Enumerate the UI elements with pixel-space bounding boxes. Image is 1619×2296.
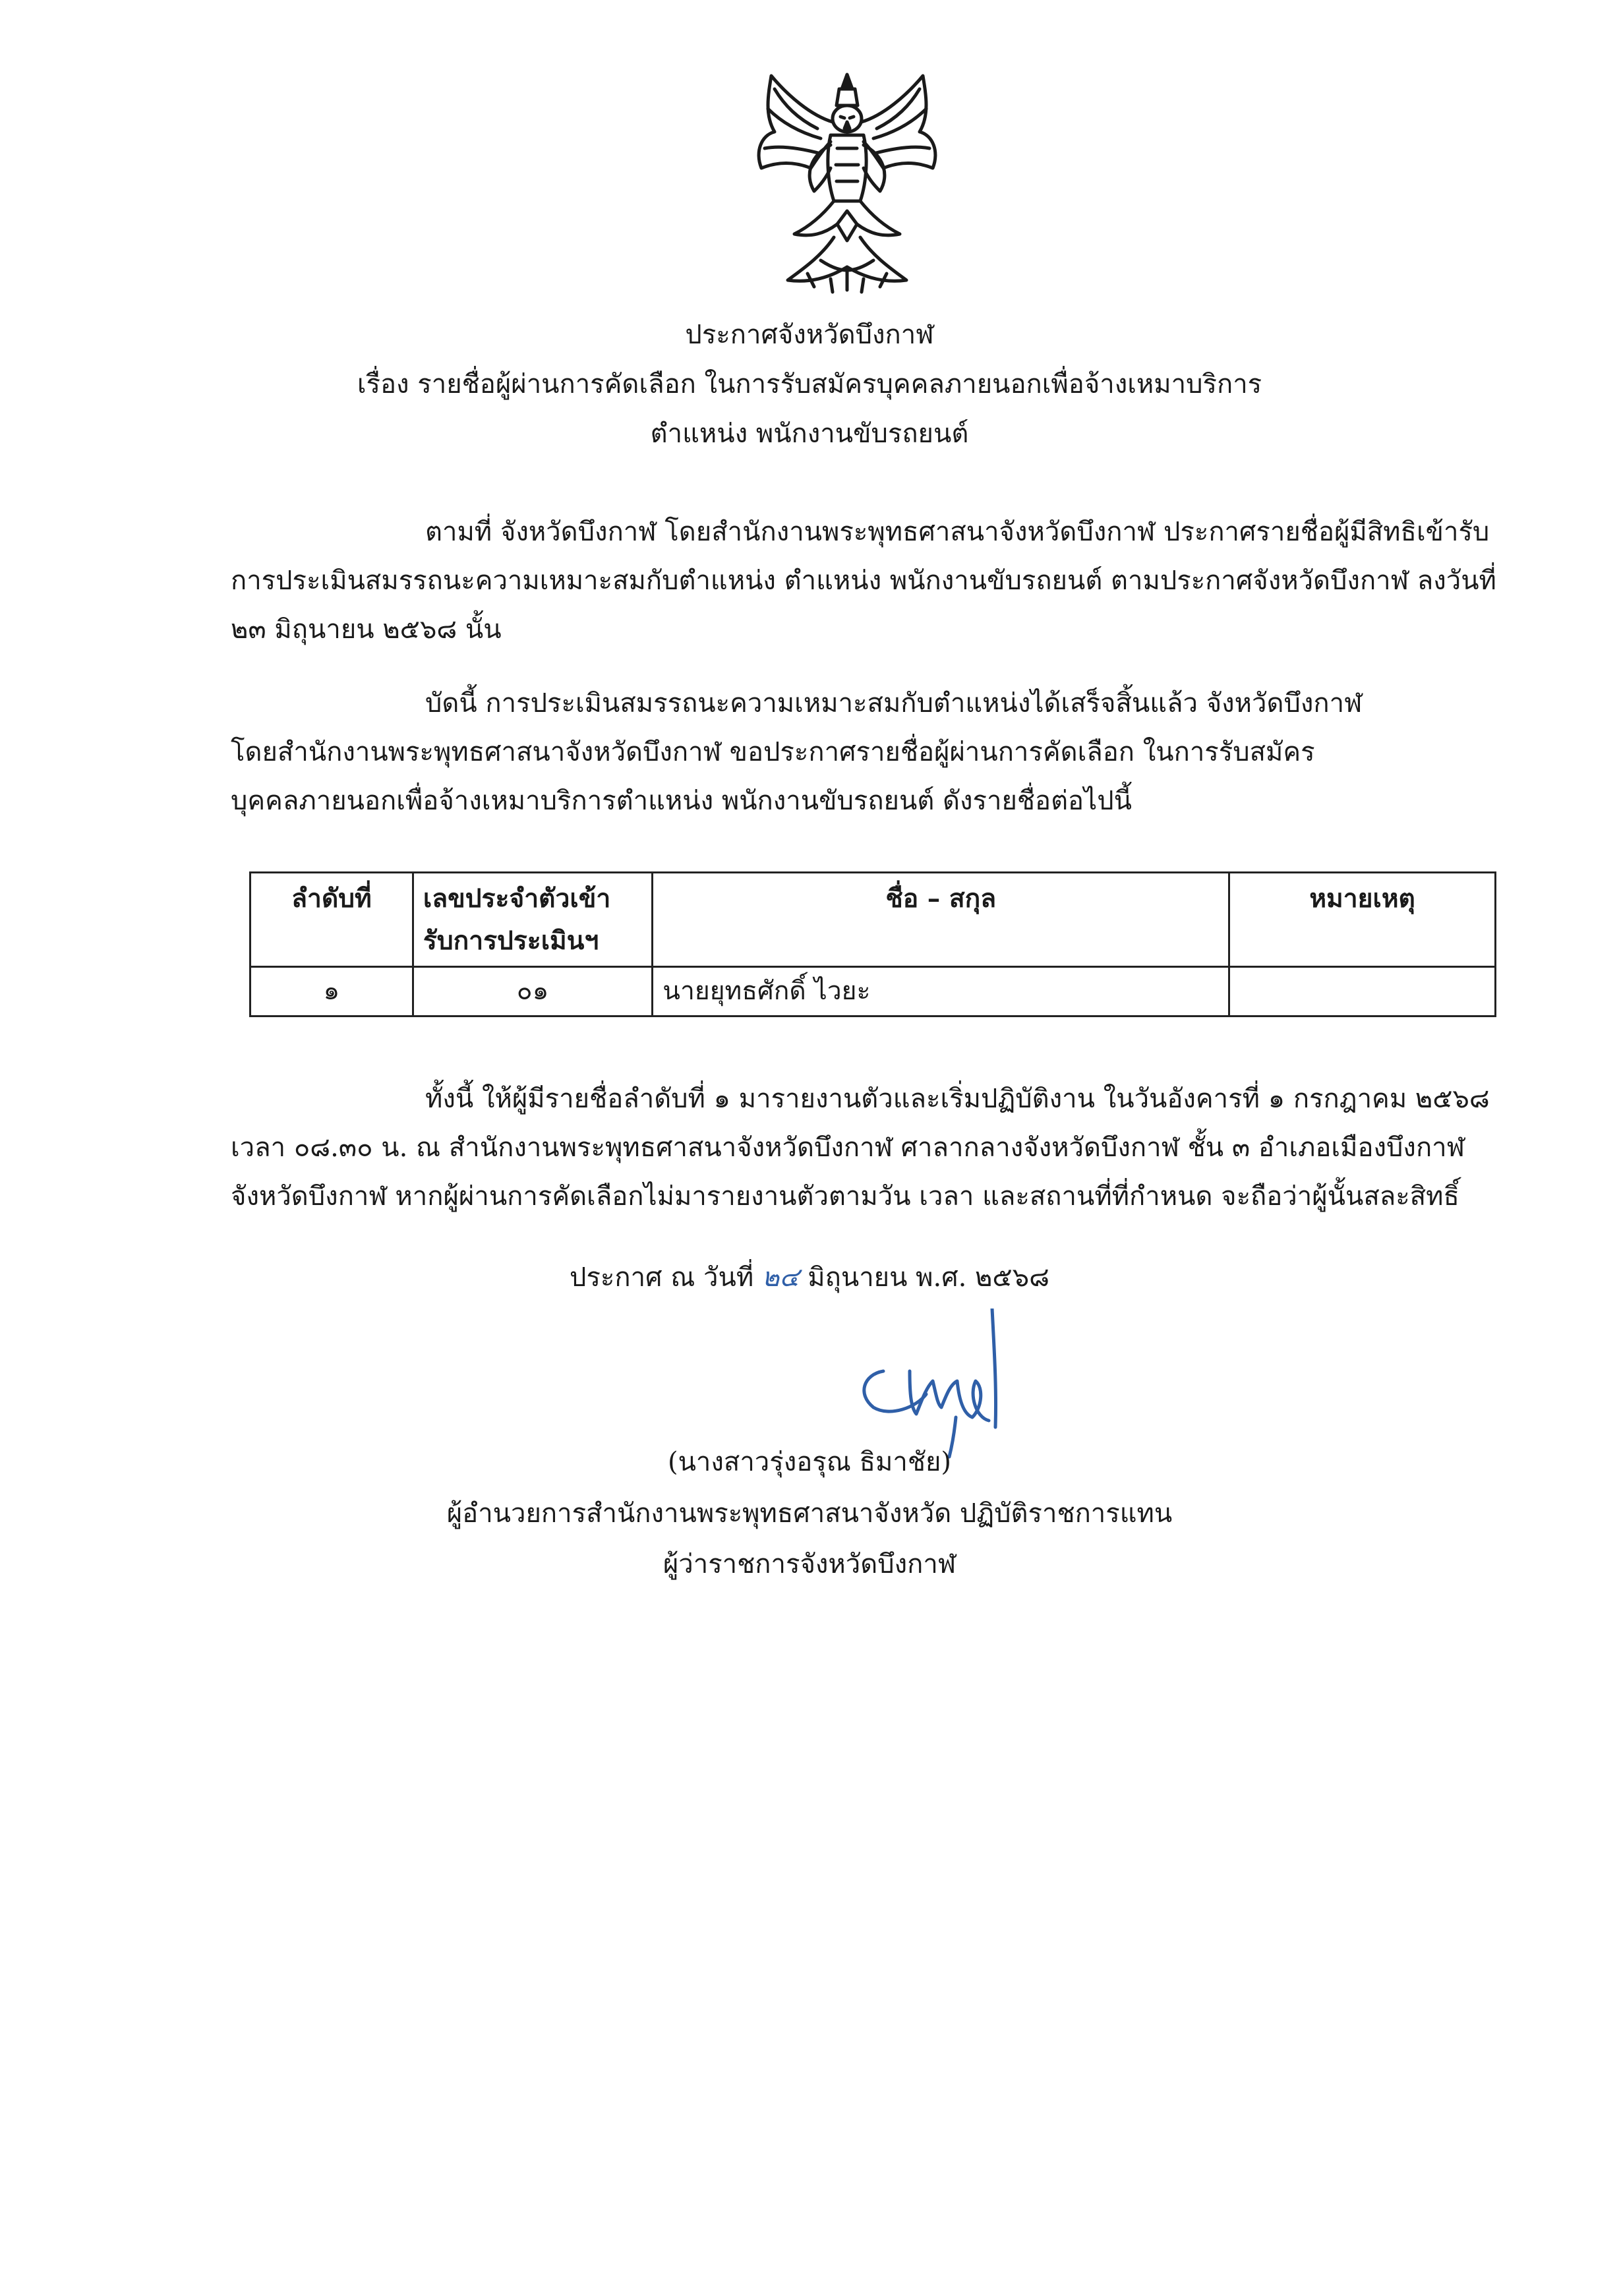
paragraph-line: ตามที่ จังหวัดบึงกาฬ โดยสำนักงานพระพุทธศาสนาจังหวัดบึงกาฬ ประกาศรายชื่อผู้มีสิทธิเข้ารับ <box>425 517 1490 547</box>
header-remark: หมายเหตุ <box>1229 873 1496 967</box>
signer-title: ผู้อำนวยการสำนักงานพระพุทธศาสนาจังหวัด ปฏิบัติราชการแทน <box>446 1498 1173 1529</box>
paragraph-2 <box>231 679 1483 825</box>
result-table <box>249 871 1496 1017</box>
paragraph-line: บัดนี้ การประเมินสมรรถนะความเหมาะสมกับตำแหน่งได้เสร็จสิ้นแล้ว จังหวัดบึงกาฬ <box>425 688 1363 719</box>
header-id-line2: รับการประเมินฯ <box>423 926 599 956</box>
announce-prefix: ประกาศ ณ วันที่ <box>570 1262 754 1293</box>
announce-day: ๒๔ <box>761 1262 800 1293</box>
header-id-line1: เลขประจำตัวเข้า <box>423 883 611 914</box>
table-row <box>250 967 1496 1016</box>
signer-role: ผู้ว่าราชการจังหวัดบึงกาฬ <box>662 1549 957 1579</box>
paragraph-line: ทั้งนี้ ให้ผู้มีรายชื่อลำดับที่ ๑ มารายงานตัวและเริ่มปฏิบัติงาน ในวันอังคารที่ ๑ กรกฎาคม ๒๕๖๘ <box>425 1084 1490 1114</box>
document-subject: เรื่อง รายชื่อผู้ผ่านการคัดเลือก ในการรับสมัครบุคคลภายนอกเพื่อจ้างเหมาบริการ <box>357 369 1262 399</box>
signer-name: (นางสาวรุ่งอรุณ ธิมาชัย) <box>667 1447 952 1477</box>
header-id <box>413 873 652 967</box>
header-name: ชื่อ – สกุล <box>653 873 1229 967</box>
cell-name: นายยุทธศักดิ์ ไวยะ <box>653 967 1229 1016</box>
paragraph-3 <box>231 1074 1490 1221</box>
paragraph-line: ๒๓ มิถุนายน ๒๕๖๘ นั้น <box>231 614 502 645</box>
paragraph-line: บุคคลภายนอกเพื่อจ้างเหมาบริการตำแหน่ง พนักงานขับรถยนต์ ดังรายชื่อต่อไปนี้ <box>231 786 1132 816</box>
cell-id: ๐๑ <box>413 967 652 1016</box>
table-header-row <box>250 873 1496 967</box>
header-order: ลำดับที่ <box>250 873 413 967</box>
cell-order: ๑ <box>250 967 413 1016</box>
signature-icon <box>811 1309 1028 1460</box>
announce-suffix: มิถุนายน พ.ศ. ๒๕๖๘ <box>808 1262 1049 1293</box>
document-title: ประกาศจังหวัดบึงกาฬ <box>685 320 934 350</box>
announce-date <box>0 1259 1619 1296</box>
garuda-emblem-icon <box>748 69 946 297</box>
document-position: ตำแหน่ง พนักงานขับรถยนต์ <box>650 419 969 449</box>
paragraph-line: การประเมินสมรรถนะความเหมาะสมกับตำแหน่ง ตำแหน่ง พนักงานขับรถยนต์ ตามประกาศจังหวัดบึงกาฬ ลงวันที่ <box>231 566 1496 596</box>
cell-remark <box>1229 967 1496 1016</box>
paragraph-line: โดยสำนักงานพระพุทธศาสนาจังหวัดบึงกาฬ ขอประกาศรายชื่อผู้ผ่านการคัดเลือก ในการรับสมัคร <box>231 737 1315 767</box>
paragraph-line: จังหวัดบึงกาฬ หากผู้ผ่านการคัดเลือกไม่มารายงานตัวตามวัน เวลา และสถานที่ที่กำหนด จะถือว่าผู้นั้นสละสิทธิ์ <box>231 1181 1459 1212</box>
paragraph-1 <box>231 508 1496 654</box>
paragraph-line: เวลา ๐๘.๓๐ น. ณ สำนักงานพระพุทธศาสนาจังหวัดบึงกาฬ ศาลากลางจังหวัดบึงกาฬ ชั้น ๓ อำเภอเมืองบึงกาฬ <box>231 1133 1465 1163</box>
